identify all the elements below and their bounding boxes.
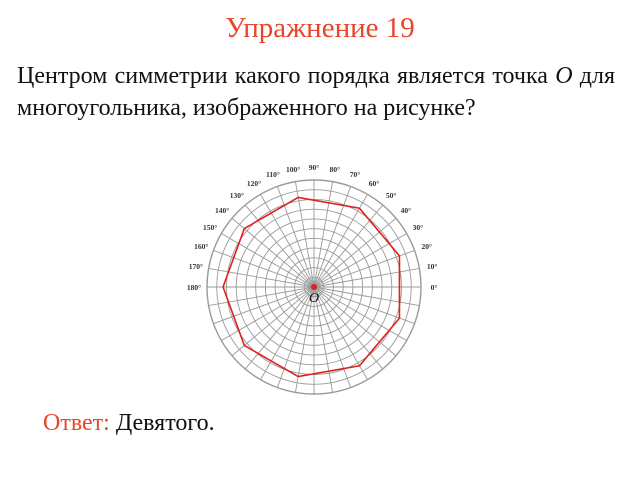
angle-label: 130° [229,191,244,201]
answer [43,410,215,437]
angle-label: 180° [186,283,202,292]
center-point [311,284,317,290]
angle-label: 110° [266,170,280,180]
center-label: O [309,291,320,306]
angle-label: 100° [286,164,301,174]
angle-label: 20° [421,241,433,251]
angle-label: 90° [308,163,320,172]
angle-label: 80° [329,164,341,174]
answer-value: Девятого. [115,410,215,436]
angle-label: 120° [246,179,262,189]
angle-label: 10° [426,262,438,272]
angle-label: 170° [188,262,203,272]
angle-label: 60° [368,179,380,189]
exercise-title: Упражнение 19 [225,12,415,44]
angle-label: 50° [385,191,397,201]
angle-label: 40° [400,205,412,215]
angle-label: 0° [430,283,438,292]
question-part-1: Центром симметрии какого порядка является точка [17,63,556,89]
angle-label: 160° [194,241,209,251]
angle-label: 70° [349,170,361,180]
question-part-2: для многоугольника, изображенного на рисунке? [17,63,615,121]
point-label: O [555,63,573,89]
angle-label: 140° [214,205,230,215]
angle-label: 30° [412,223,424,232]
polar-grid-diagram [180,160,440,420]
question-text [17,60,615,124]
answer-label: Ответ: [43,410,110,436]
angle-label: 150° [202,223,218,232]
